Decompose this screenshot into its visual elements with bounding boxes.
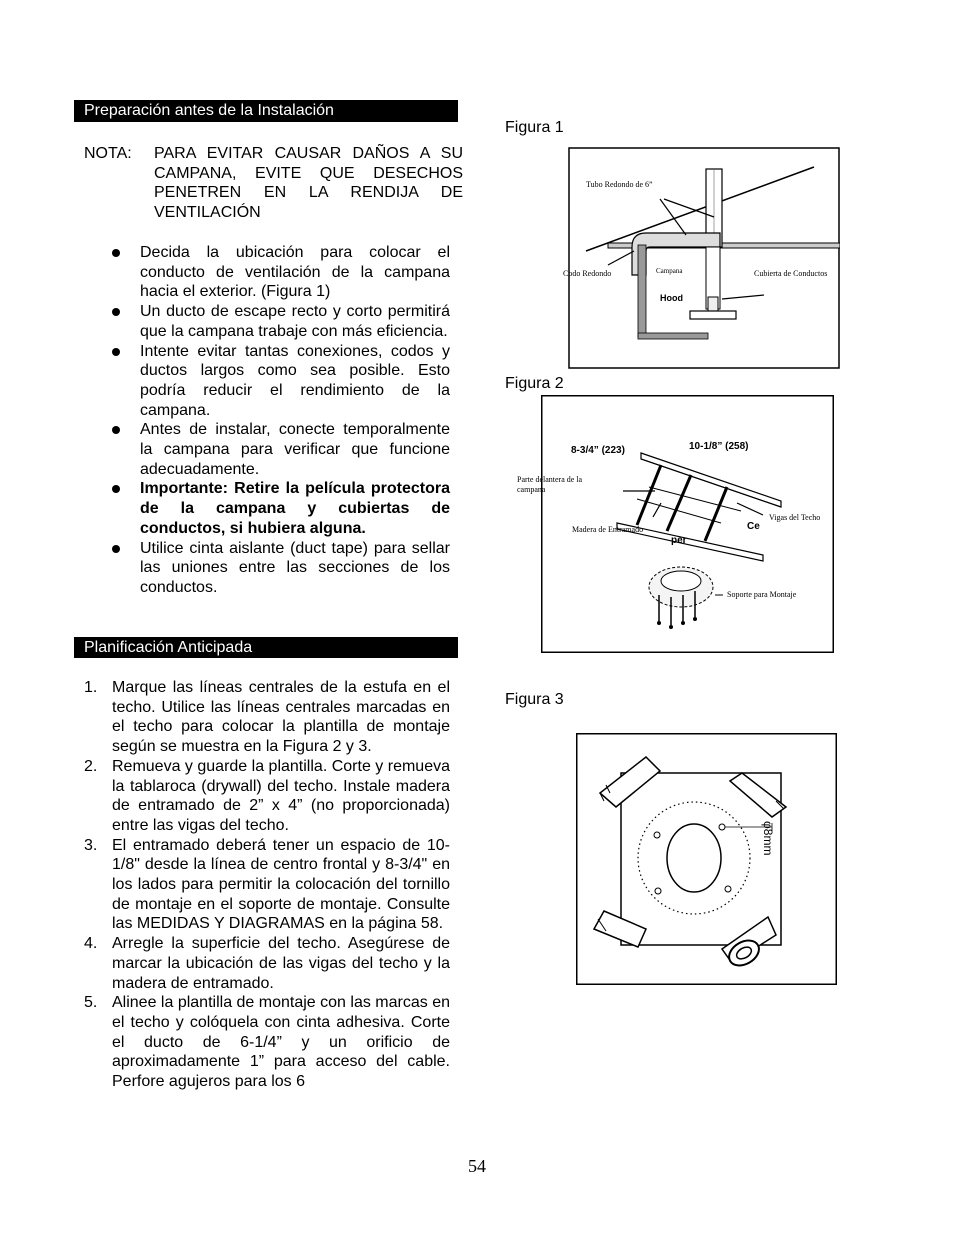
section-header-planificacion: Planificación Anticipada xyxy=(74,637,458,658)
figure2-label-soporte: Soporte para Montaje xyxy=(727,590,797,599)
figure2-fragment-per: per xyxy=(671,535,687,546)
bullet-icon xyxy=(112,545,120,553)
figure1-label-tubo: Tubo Redondo de 6” xyxy=(586,180,653,189)
list-item: 3. El entramado deberá tener un espacio de 10-1/8" desde la línea de centro frontal y 8-3/4" en los lados para permitir la colocación del tornillo de montaje en el soporte de montaje. Consulte las MEDIDAS Y DIAGRAMAS en la página 58. xyxy=(84,836,450,933)
figure1-label-cubierta: Cubierta de Conductos xyxy=(754,269,828,278)
figure3-template-diagram xyxy=(576,733,837,985)
figure1-duct-diagram xyxy=(563,147,840,369)
page-number: 54 xyxy=(468,1156,486,1176)
bullet-icon xyxy=(112,308,120,316)
list-item: 5. Alinee la plantilla de montaje con las marcas en el techo y colóquela con cinta adhesiva. Corte el ducto de 6-1/4” y un orificio de aproximadamente 1” para acceso del cable. Perfore agujeros para los 6 xyxy=(84,994,450,1091)
important-label: Importante: xyxy=(140,480,228,498)
figure1-label-campana: Campana xyxy=(656,267,683,275)
figure2-mounting-diagram xyxy=(517,395,834,653)
important-text: Retire la película protectora de la campana y cubiertas de conductos, si hubiera alguna. xyxy=(140,480,450,537)
list-item: 1. Marque las líneas centrales de la estufa en el techo. Utilice las líneas centrales marcadas en el techo para colocar la plantilla de montaje según se muestra en la Figura 2 y 3. xyxy=(84,679,450,756)
list-item: Antes de instalar, conecte temporalmente la campana para verificar que funcione adecuadamente. xyxy=(110,420,450,479)
list-item: Utilice cinta aislante (duct tape) para sellar las uniones entre las secciones de los conductos. xyxy=(110,539,450,598)
figure2-dim-right: 10-1/8” (258) xyxy=(689,441,749,452)
figure1-label-hood: Hood xyxy=(660,293,683,303)
planning-steps-list xyxy=(84,678,450,1092)
bullet-icon xyxy=(112,485,120,493)
note-text: PARA EVITAR CAUSAR DAÑOS A SU CAMPANA, EVITE QUE DESECHOS PENETREN EN LA RENDIJA DE VENTILACIÓN xyxy=(154,145,463,222)
note-label: NOTA: xyxy=(84,145,132,162)
list-item: 2. Remueva y guarde la plantilla. Corte y remueva la tablaroca (drywall) del techo. Instale madera de entramado de 2” x 4” (no proporcionada) entre las vigas del techo. xyxy=(84,757,450,834)
figure2-fragment-ce: Ce xyxy=(747,521,760,532)
section-header-preparacion: Preparación antes de la Instalación xyxy=(74,100,458,122)
list-item: Un ducto de escape recto y corto permitirá que la campana trabaje con más eficiencia. xyxy=(110,302,450,341)
figure2-drawing xyxy=(541,395,834,653)
bullet-icon xyxy=(112,426,120,434)
figure1-label-codo: Codo Redondo xyxy=(563,269,612,278)
list-item: Intente evitar tantas conexiones, codos y ductos largos como sea posible. Esto podría reducir el rendimiento de la campana. xyxy=(110,342,450,421)
figure2-dim-left: 8-3/4” (223) xyxy=(571,445,625,456)
figure2-label: Figura 2 xyxy=(505,375,564,392)
list-item: Decida la ubicación para colocar el conducto de ventilación de la campana hacia el exterior. (Figura 1) xyxy=(110,243,450,302)
bullet-icon xyxy=(112,249,120,257)
figure3-label: Figura 3 xyxy=(505,691,564,708)
figure2-label-vigas: Vigas del Techo xyxy=(769,513,821,522)
figure3-drawing xyxy=(576,733,837,985)
figure3-dim-label: φ8mm xyxy=(761,821,775,856)
list-item: 4. Arregle la superficie del techo. Asegúrese de marcar la ubicación de las vigas del techo y la madera de entramado. xyxy=(84,935,450,992)
bullet-icon xyxy=(112,348,120,356)
preparation-bullet-list xyxy=(110,243,450,598)
figure2-label-parte: Parte delantera de la campana xyxy=(517,475,583,494)
important-bullet xyxy=(110,479,450,538)
figure2-label-madera: Madera de Entramado xyxy=(572,525,644,534)
figure1-label: Figura 1 xyxy=(505,119,564,136)
